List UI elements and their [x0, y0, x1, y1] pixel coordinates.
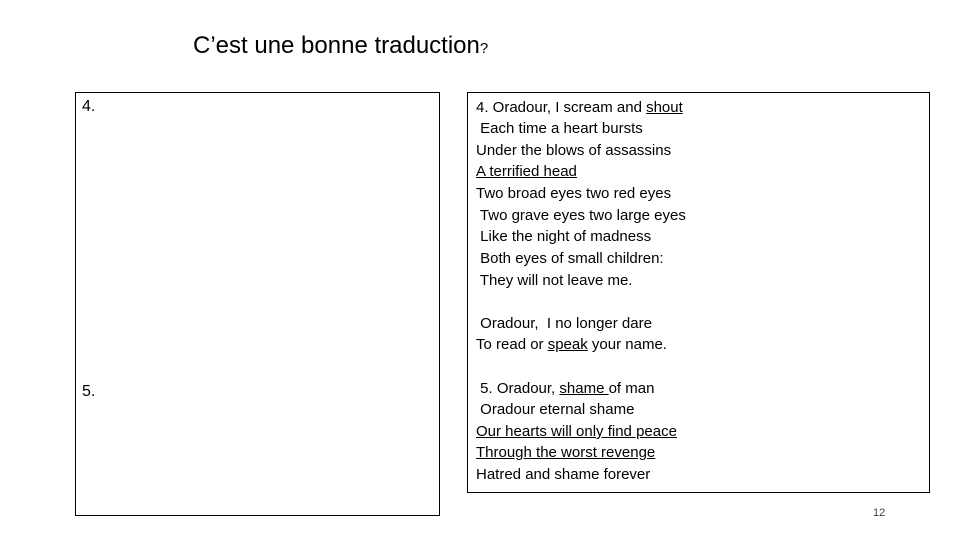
stanza4-line-8: Both eyes of small children:: [476, 250, 664, 267]
stanza4-line-5: Two broad eyes two red eyes: [476, 185, 672, 202]
stanza5-line-5: Hatred and shame forever: [476, 466, 651, 483]
stanza4-line-1-text: 4. Oradour, I scream and: [476, 99, 647, 116]
stanza4-line-11-underlined: speak: [547, 336, 588, 353]
stanza4-line-7: Like the night of madness: [476, 228, 652, 245]
stanza4-line-11: [476, 334, 667, 355]
slide-title: [193, 30, 488, 65]
stanza4-line-9: They will not leave me.: [476, 272, 633, 289]
stanza5-line-1-end: of man: [608, 380, 655, 397]
stanza5-line-4: Through the worst revenge: [476, 444, 656, 461]
stanza4-line-11-text: To read or: [476, 336, 548, 353]
stanza4-line-10: Oradour, I no longer dare: [476, 315, 652, 332]
stanza4-line-1: [476, 97, 683, 118]
stanza5-line-1: [476, 378, 654, 399]
stanza4-line-11-end: your name.: [587, 336, 667, 353]
stanza4-line-3: Under the blows of assassins: [476, 142, 672, 159]
slide-title-text: C’est une bonne traduction: [193, 32, 480, 59]
stanza4-line-4: A terrified head: [476, 163, 577, 180]
left-box-label-4: 4.: [82, 98, 96, 115]
left-answer-box: [75, 92, 440, 516]
stanza5-line-2: Oradour eternal shame: [476, 401, 635, 418]
stanza5-line-1-underlined: shame: [559, 380, 609, 397]
stanza5-line-3: Our hearts will only find peace: [476, 423, 677, 440]
stanza4-line-1-underlined: shout: [646, 99, 683, 116]
slide-title-question-mark: ?: [479, 40, 489, 57]
page-number: 12: [873, 507, 886, 519]
stanza4-line-2: Each time a heart bursts: [476, 120, 643, 137]
stanza5-line-1-text: 5. Oradour,: [476, 380, 560, 397]
stanza4-line-6: Two grave eyes two large eyes: [476, 207, 686, 224]
left-box-label-5: 5.: [82, 383, 96, 400]
